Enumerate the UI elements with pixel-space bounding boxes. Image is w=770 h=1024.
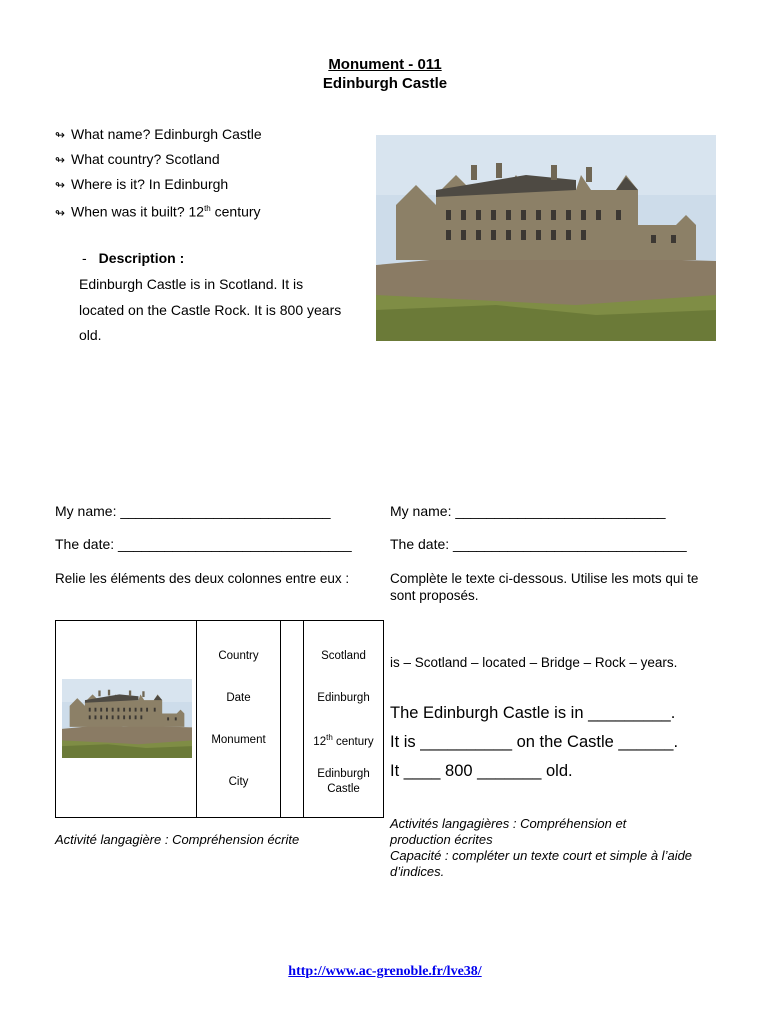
description-heading: - Description : [82, 250, 185, 266]
category-item: Date [226, 691, 251, 704]
category-item: Monument [211, 733, 266, 746]
hand-arrow-icon: ↬ [55, 128, 66, 142]
right-date-field: The date: ______________________________ [390, 536, 687, 552]
question-2: ↬ What country? Scotland [55, 151, 220, 167]
value-item: Edinburgh [317, 691, 370, 704]
category-item: Country [218, 649, 259, 662]
category-item: City [228, 775, 249, 788]
question-1: ↬ What name? Edinburgh Castle [55, 126, 262, 142]
hand-arrow-icon: ↬ [55, 178, 66, 192]
fill-sentence-3: It ____ 800 _______ old. [390, 762, 573, 780]
castle-photo [376, 135, 716, 341]
right-capacity: Capacité : compléter un texte court et simple à l’aide d’indices. [390, 848, 693, 879]
question-3: ↬ Where is it? In Edinburgh [55, 176, 229, 192]
left-activity: Activité langagière : Compréhension écrite [55, 832, 300, 847]
fill-sentence-2: It is __________ on the Castle ______. [390, 733, 679, 751]
castle-thumbnail [62, 679, 192, 758]
table-photo-cell [56, 621, 197, 818]
column-values [304, 621, 384, 818]
fill-sentence-1: The Edinburgh Castle is in _________. [390, 704, 676, 722]
column-categories [197, 621, 281, 818]
page-subtitle: Edinburgh Castle [322, 75, 448, 92]
description-text: Edinburgh Castle is in Scotland. It is located on the Castle Rock. It is 800 years old. [79, 276, 342, 343]
linking-gap [281, 621, 304, 818]
word-bank: is – Scotland – located – Bridge – Rock – years. [390, 655, 678, 670]
question-4: ↬ When was it built? 12th century [55, 203, 261, 220]
hand-arrow-icon: ↬ [55, 205, 66, 220]
left-date-field: The date: ______________________________ [55, 536, 352, 552]
value-item: Edinburgh Castle [317, 768, 370, 795]
value-item: Scotland [321, 649, 366, 662]
left-instruction: Relie les éléments des deux colonnes entre eux : [55, 571, 350, 586]
right-name-field: My name: ___________________________ [390, 503, 666, 519]
hand-arrow-icon: ↬ [55, 153, 66, 167]
value-item: 12th century [313, 733, 374, 748]
footer-link[interactable]: http://www.ac-grenoble.fr/lve38/ [288, 964, 482, 979]
matching-table [55, 620, 384, 818]
left-name-field: My name: ___________________________ [55, 503, 331, 519]
page-title: Monument - 011 [328, 56, 442, 73]
right-activity: Activités langagières : Compréhension et production écrites [390, 816, 627, 847]
right-instruction: Complète le texte ci-dessous. Utilise les mots qui te sont proposés. [390, 571, 699, 603]
